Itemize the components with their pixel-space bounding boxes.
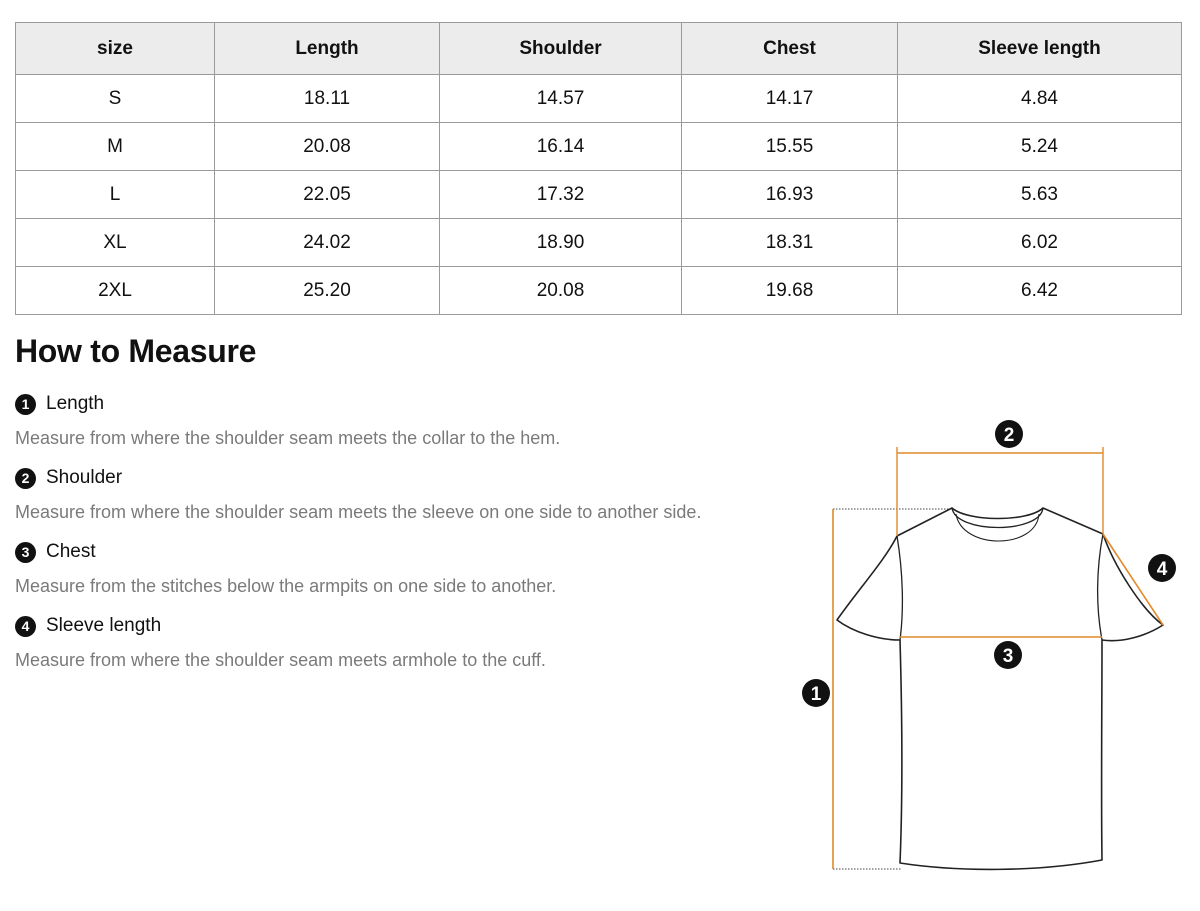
cell-shoulder: 14.57 [440,75,682,123]
cell-shoulder: 20.08 [440,267,682,315]
step-description: Measure from where the shoulder seam meets the collar to the hem. [15,428,561,448]
marker-2-icon [995,420,1023,448]
cell-sleeve-length: 5.63 [898,171,1182,219]
cell-chest: 15.55 [682,123,898,171]
step-label: Length [46,393,105,414]
table-row [16,171,1182,219]
cell-length: 24.02 [215,219,440,267]
cell-shoulder: 16.14 [440,123,682,171]
step-shoulder [15,464,775,538]
step-number-badge: 4 [15,616,36,637]
header-length: Length [215,23,440,75]
cell-chest: 19.68 [682,267,898,315]
cell-shoulder: 17.32 [440,171,682,219]
step-label: Shoulder [46,467,123,488]
table-row [16,75,1182,123]
cell-sleeve-length: 4.84 [898,75,1182,123]
step-number-badge: 2 [15,468,36,489]
cell-sleeve-length: 6.42 [898,267,1182,315]
cell-chest: 16.93 [682,171,898,219]
step-description: Measure from the stitches below the armpits on one side to another. [15,576,557,596]
svg-text:2: 2 [1003,425,1015,446]
cell-length: 25.20 [215,267,440,315]
marker-1-icon [802,679,830,707]
step-chest [15,538,775,612]
svg-text:3: 3 [1002,646,1014,667]
cell-size: 2XL [16,267,215,315]
cell-sleeve-length: 6.02 [898,219,1182,267]
tshirt-outline-icon [837,508,1163,869]
step-sleeve-length [15,612,775,686]
header-size: size [16,23,215,75]
marker-4-icon [1148,554,1176,582]
page-title: How to Measure [15,333,257,369]
step-number-badge: 3 [15,542,36,563]
cell-shoulder: 18.90 [440,219,682,267]
table-header-row [16,23,1182,75]
cell-size: M [16,123,215,171]
step-description: Measure from where the shoulder seam meets the sleeve on one side to another side. [15,502,702,522]
cell-length: 18.11 [215,75,440,123]
cell-sleeve-length: 5.24 [898,123,1182,171]
tshirt-measure-diagram [790,410,1190,890]
table-row [16,123,1182,171]
cell-length: 20.08 [215,123,440,171]
cell-size: S [16,75,215,123]
step-label: Sleeve length [46,615,162,636]
svg-text:4: 4 [1156,559,1168,580]
cell-size: L [16,171,215,219]
table-row [16,219,1182,267]
step-label: Chest [46,541,96,562]
step-number-badge: 1 [15,394,36,415]
table-row [16,267,1182,315]
cell-length: 22.05 [215,171,440,219]
step-description: Measure from where the shoulder seam meets armhole to the cuff. [15,650,546,670]
header-sleeve-length: Sleeve length [898,23,1182,75]
cell-chest: 14.17 [682,75,898,123]
svg-text:1: 1 [810,684,822,705]
cell-size: XL [16,219,215,267]
measure-steps [15,390,775,686]
header-chest: Chest [682,23,898,75]
cell-chest: 18.31 [682,219,898,267]
size-chart-table [15,22,1182,315]
marker-3-icon [994,641,1022,669]
header-shoulder: Shoulder [440,23,682,75]
step-length [15,390,775,464]
